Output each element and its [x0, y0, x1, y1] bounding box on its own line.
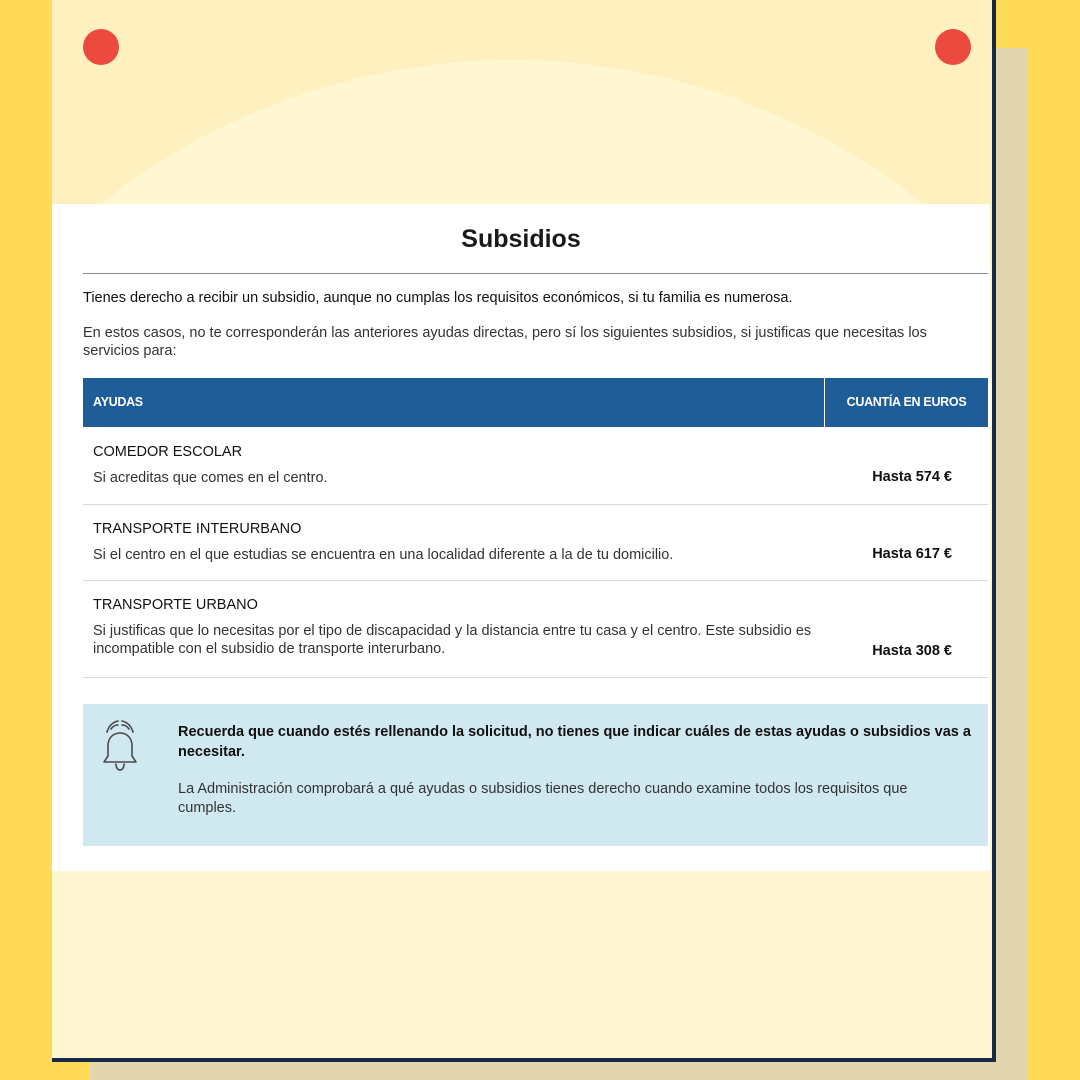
table-row [83, 427, 988, 505]
content-card [52, 204, 990, 871]
row-description: Si justificas que lo necesitas por el tipo de discapacidad y la distancia entre tu casa y el centro. Este subsidio es incompatible con el subsidio de transporte interurbano. [93, 623, 812, 657]
pin-left-icon [83, 29, 119, 65]
table-row [83, 505, 988, 581]
row-amount: Hasta 617 € [872, 546, 952, 562]
subsidies-table [83, 378, 988, 678]
row-description: Si el centro en el que estudias se encuentra en una localidad diferente a la de tu domicilio. [93, 547, 674, 563]
header-cuantia: CUANTÍA EN EUROS [846, 395, 967, 409]
title-divider [83, 273, 988, 274]
notice-bold-text: Recuerda que cuando estés rellenando la solicitud, no tienes que indicar cuáles de estas ayudas o subsidios vas a necesitar. [178, 724, 971, 760]
intro-text: En estos casos, no te corresponderán las anteriores ayudas directas, pero sí los siguientes subsidios, si justificas que necesitas los servicios para: [83, 325, 927, 359]
page-title: Subsidios [461, 225, 581, 253]
row-name: TRANSPORTE URBANO [93, 597, 258, 613]
row-name: COMEDOR ESCOLAR [93, 444, 243, 460]
row-name: TRANSPORTE INTERURBANO [93, 521, 302, 537]
header-ayudas: AYUDAS [83, 378, 825, 427]
table-header [83, 378, 988, 427]
intro-bold-text: Tienes derecho a recibir un subsidio, aunque no cumplas los requisitos económicos, si tu familia es numerosa. [83, 290, 793, 306]
bell-icon [97, 720, 143, 778]
row-amount: Hasta 308 € [872, 643, 952, 659]
pin-right-icon [935, 29, 971, 65]
notice-text: La Administración comprobará a qué ayudas o subsidios tienes derecho cuando examine todos los requisitos que cumples. [178, 781, 908, 816]
row-amount: Hasta 574 € [872, 469, 952, 485]
row-description: Si acreditas que comes en el centro. [93, 470, 328, 486]
table-row [83, 581, 988, 678]
reminder-notice [83, 704, 988, 846]
